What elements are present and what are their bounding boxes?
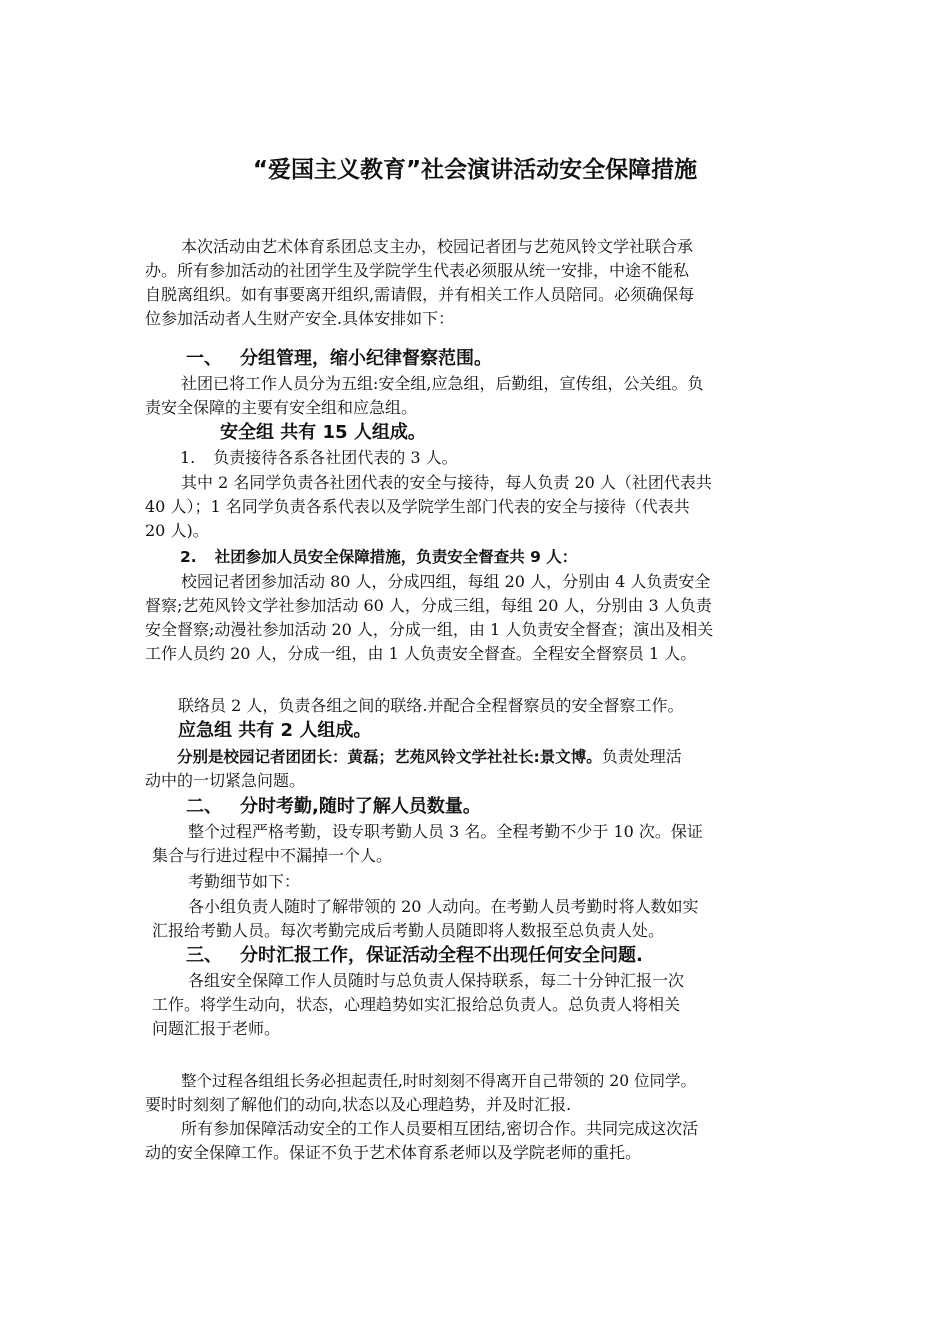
emergency-group-heading: 应急组 共有 2 人组成。 xyxy=(178,720,372,741)
safety-item1-number: 1. xyxy=(180,448,196,467)
liaison-line: 联络员 2 人，负责各组之间的联络.并配合全程督察员的安全督察工作。 xyxy=(178,696,684,715)
section1-body xyxy=(145,372,703,420)
attendance-detail-label xyxy=(188,870,300,894)
section3-line: 工作。将学生动向，状态，心理趋势如实汇报给总负责人。总负责人将相关 xyxy=(152,995,681,1014)
section1-line: 责安全保障的主要有安全组和应急组。 xyxy=(145,398,418,417)
section2-title: 分时考勤,随时了解人员数量。 xyxy=(240,796,481,817)
section1-heading xyxy=(186,347,492,371)
safety-item2-line: 工作人员约 20 人，分成一组，由 1 人负责安全督查。全程安全督察员 1 人。 xyxy=(145,644,697,663)
attendance-detail-line: 汇报给考勤人员。每次考勤完成后考勤人员随即将人数报至总负责人处。 xyxy=(152,921,665,940)
intro-line: 位参加活动者人生财产安全.具体安排如下： xyxy=(145,309,455,328)
safety-item1-line: 20 人)。 xyxy=(145,521,209,540)
closing-line: 所有参加保障活动安全的工作人员要相互团结,密切合作。共同完成这次活 xyxy=(181,1119,699,1138)
section1-line: 社团已将工作人员分为五组:安全组,应急组，后勤组，宣传组，公关组。负 xyxy=(181,374,704,393)
section3-body xyxy=(152,969,684,1041)
section3-number: 三、 xyxy=(186,945,222,966)
attendance-detail-label-text: 考勤细节如下： xyxy=(188,872,301,891)
attendance-detail xyxy=(152,895,699,943)
safety-item2-body xyxy=(145,570,713,666)
section3-line: 各组安全保障工作人员随时与总负责人保持联系，每二十分钟汇报一次 xyxy=(188,971,685,990)
safety-item2 xyxy=(180,545,577,569)
safety-item1-line: 其中 2 名同学负责各社团代表的安全与接待，每人负责 20 人（社团代表共 xyxy=(181,473,712,492)
safety-item2-line: 督察;艺苑风铃文学社参加活动 60 人，分成三组，每组 20 人，分别由 3 人负责 xyxy=(145,596,712,615)
attendance-detail-line: 各小组负责人随时了解带领的 20 人动向。在考勤人员考勤时将人数如实 xyxy=(188,897,699,916)
section3-title: 分时汇报工作，保证活动全程不出现任何安全问题. xyxy=(240,945,643,966)
section1-title: 分组管理，缩小纪律督察范围。 xyxy=(240,348,492,369)
safety-item1 xyxy=(180,446,458,470)
safety-item2-text: 社团参加人员安全保障措施，负责安全督查共 9 人： xyxy=(214,548,578,566)
safety-item1-text: 负责接待各系各社团代表的 3 人。 xyxy=(213,448,458,467)
safety-group-heading: 安全组 共有 15 人组成。 xyxy=(220,422,426,443)
liaison-text xyxy=(178,694,683,718)
section2-line: 集合与行进过程中不漏掉一个人。 xyxy=(152,846,393,865)
intro-line: 自脱离组织。如有事要离开组织,需请假，并有相关工作人员陪同。必须确保每 xyxy=(145,285,695,304)
emergency-leaders: 分别是校园记者团团长：黄磊；艺苑风铃文学社社长:景文博。 xyxy=(177,748,602,766)
section3-line: 问题汇报于老师。 xyxy=(152,1019,281,1038)
closing-paragraph xyxy=(145,1069,698,1165)
intro-paragraph xyxy=(145,235,694,331)
section2-body xyxy=(152,820,703,868)
emergency-group-body xyxy=(145,745,682,793)
section1-number: 一、 xyxy=(186,348,222,369)
safety-item2-number: 2. xyxy=(180,548,197,566)
emergency-duty: 负责处理活 xyxy=(601,747,682,766)
safety-item2-line: 安全督察;动漫社参加活动 20 人，分成一组，由 1 人负责安全督查；演出及相关 xyxy=(145,620,714,639)
document-title: “爱国主义教育”社会演讲活动安全保障措施 xyxy=(252,157,698,183)
safety-item2-line: 校园记者团参加活动 80 人，分成四组，每组 20 人，分别由 4 人负责安全 xyxy=(181,572,711,591)
emergency-line: 动中的一切紧急问题。 xyxy=(145,771,306,790)
section2-line: 整个过程严格考勤，设专职考勤人员 3 名。全程考勤不少于 10 次。保证 xyxy=(188,822,703,841)
intro-line: 办。所有参加活动的社团学生及学院学生代表必须服从统一安排，中途不能私 xyxy=(145,261,690,280)
section3-heading xyxy=(186,944,643,968)
section2-number: 二、 xyxy=(186,796,222,817)
safety-item1-line: 40 人）；1 名同学负责各系代表以及学院学生部门代表的安全与接待（代表共 xyxy=(145,497,690,516)
closing-line: 要时时刻刻了解他们的动向,状态以及心理趋势，并及时汇报. xyxy=(145,1095,572,1114)
safety-item1-body xyxy=(145,471,712,543)
closing-line: 整个过程各组组长务必担起责任,时时刻刻不得离开自己带领的 20 位同学。 xyxy=(181,1072,697,1090)
closing-line: 动的安全保障工作。保证不负于艺术体育系老师以及学院老师的重托。 xyxy=(145,1143,642,1162)
intro-line: 本次活动由艺术体育系团总支主办，校园记者团与艺苑风铃文学社联合承 xyxy=(181,237,694,256)
section2-heading xyxy=(186,795,481,819)
